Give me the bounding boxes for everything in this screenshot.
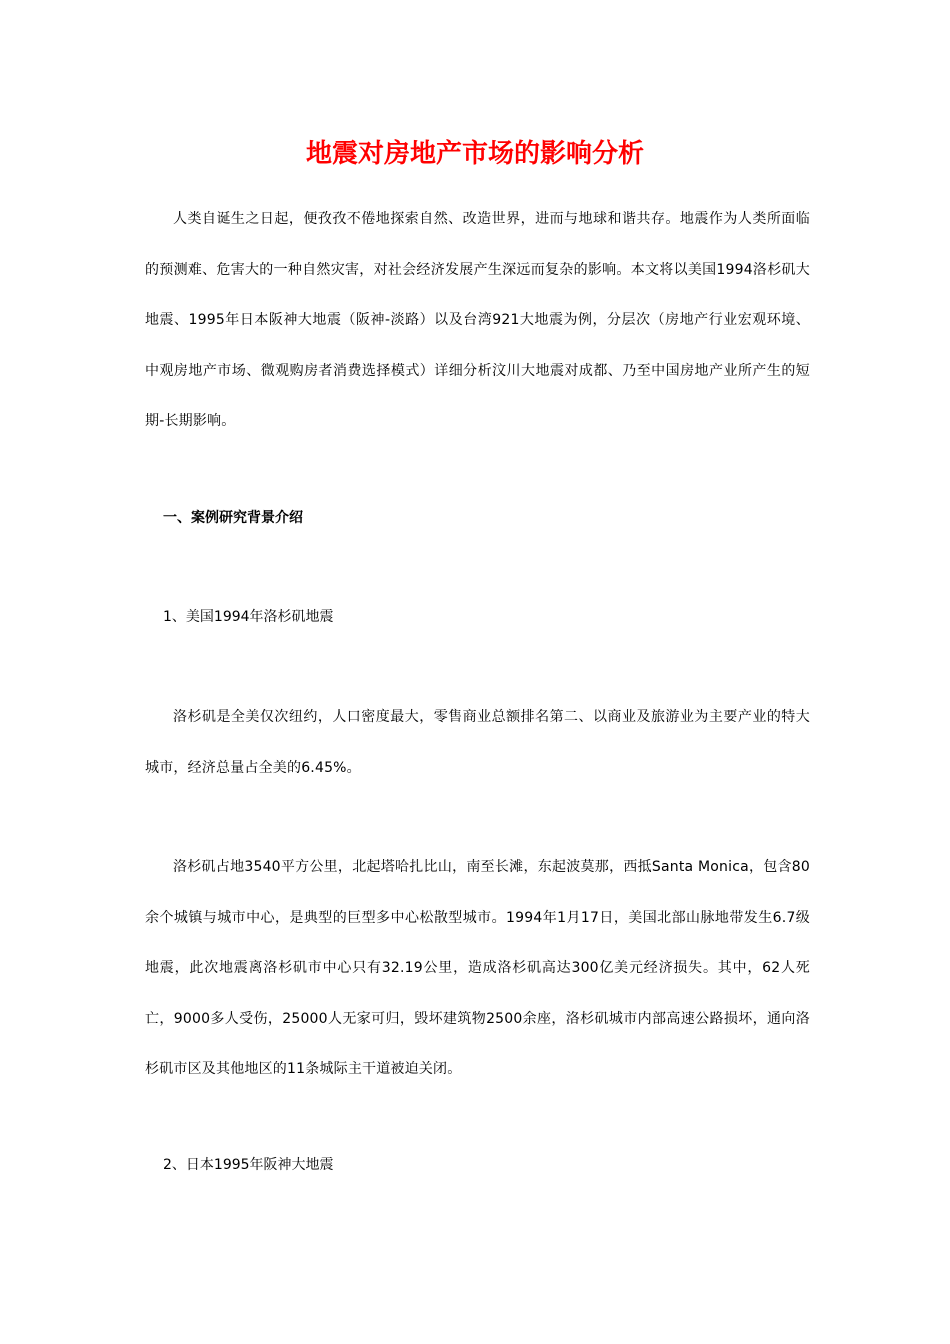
subsection-heading-kobe: 2、日本1995年阪神大地震 — [163, 1157, 334, 1173]
la-overview-paragraph: 洛杉矶是全美仅次纽约，人口密度最大，零售商业总额排名第二、以商业及旅游业为主要产业的特大城市，经济总量占全美的6.45%。 — [145, 709, 810, 776]
section-heading: 一、案例研究背景介绍 — [163, 510, 303, 526]
la-earthquake-paragraph: 洛杉矶占地3540平方公里，北起塔哈扎比山，南至长滩，东起波莫那，西抵Santa Monica，包含80余个城镇与城市中心，是典型的巨型多中心松散型城市。1994年1月17日，美国北部山脉地带发生6.7级地震，此次地震离洛杉矶市中心只有32.19公里，造成洛杉矶高达300亿美元经济损失。其中，62人死亡，9000多人受伤，25000人无家可归，毁坏建筑物2500余座，洛杉矶城市内部高速公路损坏，通向洛杉矶市区及其他地区的11条城际主干道被迫关闭。 — [145, 859, 810, 1077]
document-title: 地震对房地产市场的影响分析 — [305, 139, 644, 169]
intro-paragraph: 人类自诞生之日起，便孜孜不倦地探索自然、改造世界，进而与地球和谐共存。地震作为人类所面临的预测难、危害大的一种自然灾害，对社会经济发展产生深远而复杂的影响。本文将以美国1994洛杉矶大地震、1995年日本阪神大地震（阪神-淡路）以及台湾921大地震为例，分层次（房地产行业宏观环境、中观房地产市场、微观购房者消费选择模式）详细分析汶川大地震对成都、乃至中国房地产业所产生的短期-长期影响。 — [145, 211, 810, 429]
subsection-heading-la: 1、美国1994年洛杉矶地震 — [163, 609, 334, 625]
